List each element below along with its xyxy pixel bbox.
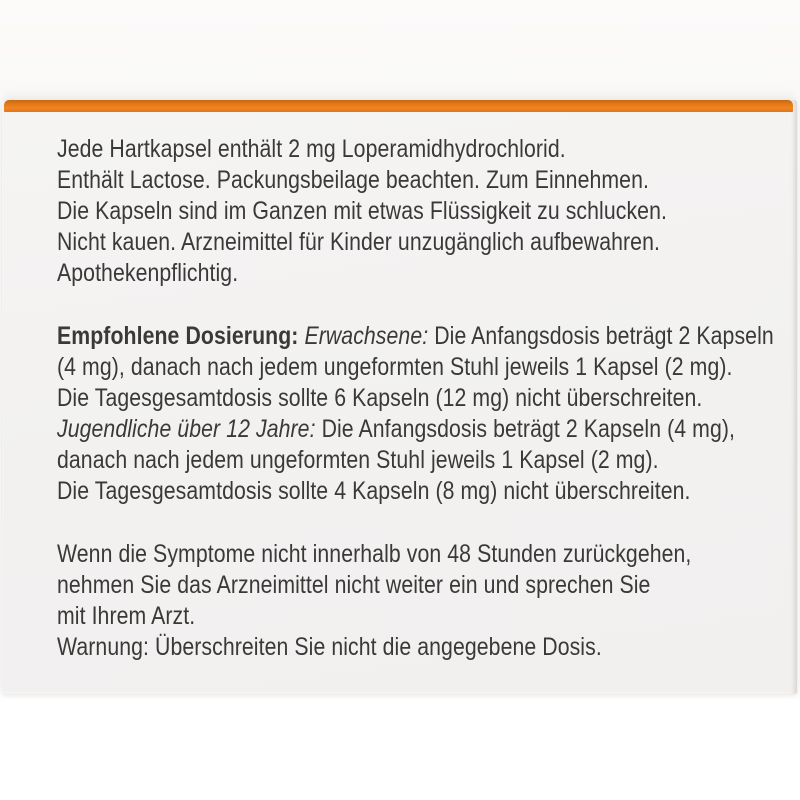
text-segment: Die Tagesgesamtdosis sollte 4 Kapseln (8 mg) nicht überschreiten.	[57, 477, 691, 505]
text-line: nehmen Sie das Arzneimittel nicht weiter ein und sprechen Sie	[57, 571, 651, 599]
dosage-heading: Empfohlene Dosierung:	[57, 322, 305, 350]
text-line: Jede Hartkapsel enthält 2 mg Loperamidhydrochlorid.	[57, 135, 566, 163]
warning-text-block	[57, 539, 796, 663]
adults-label: Erwachsene:	[304, 322, 435, 350]
regulatory-text-block	[57, 134, 796, 289]
text-line	[57, 414, 796, 445]
text-line: Wenn die Symptome nicht innerhalb von 48 Stunden zurückgehen,	[57, 540, 692, 568]
text-segment: Die Anfangsdosis beträgt 2 Kapseln (4 mg),	[321, 415, 736, 443]
text-line	[57, 476, 796, 507]
text-line	[57, 321, 796, 352]
text-line: Apothekenpflichtig.	[57, 259, 239, 287]
package-front-panel	[2, 100, 797, 694]
panel-content	[2, 112, 797, 694]
text-line: Die Kapseln sind im Ganzen mit etwas Flüssigkeit zu schlucken.	[57, 197, 667, 225]
accent-stripe	[4, 100, 793, 112]
text-line: Nicht kauen. Arzneimittel für Kinder unzugänglich aufbewahren.	[57, 228, 660, 256]
text-line	[57, 445, 796, 476]
text-segment: (4 mg), danach nach jedem ungeformten Stuhl jeweils 1 Kapsel (2 mg).	[57, 353, 733, 381]
teens-label: Jugendliche über 12 Jahre:	[57, 415, 322, 443]
text-line: Enthält Lactose. Packungsbeilage beachten. Zum Einnehmen.	[57, 166, 649, 194]
text-segment: Die Anfangsdosis beträgt 2 Kapseln	[434, 322, 774, 350]
text-segment: Die Tagesgesamtdosis sollte 6 Kapseln (12 mg) nicht überschreiten.	[57, 384, 703, 412]
text-line: Warnung: Überschreiten Sie nicht die angegebene Dosis.	[57, 633, 602, 661]
text-line	[57, 352, 796, 383]
text-segment: danach nach jedem ungeformten Stuhl jeweils 1 Kapsel (2 mg).	[57, 446, 659, 474]
text-line: mit Ihrem Arzt.	[57, 602, 196, 630]
panel-text	[57, 134, 796, 663]
text-line	[57, 383, 796, 414]
dosage-text-block	[57, 321, 796, 507]
